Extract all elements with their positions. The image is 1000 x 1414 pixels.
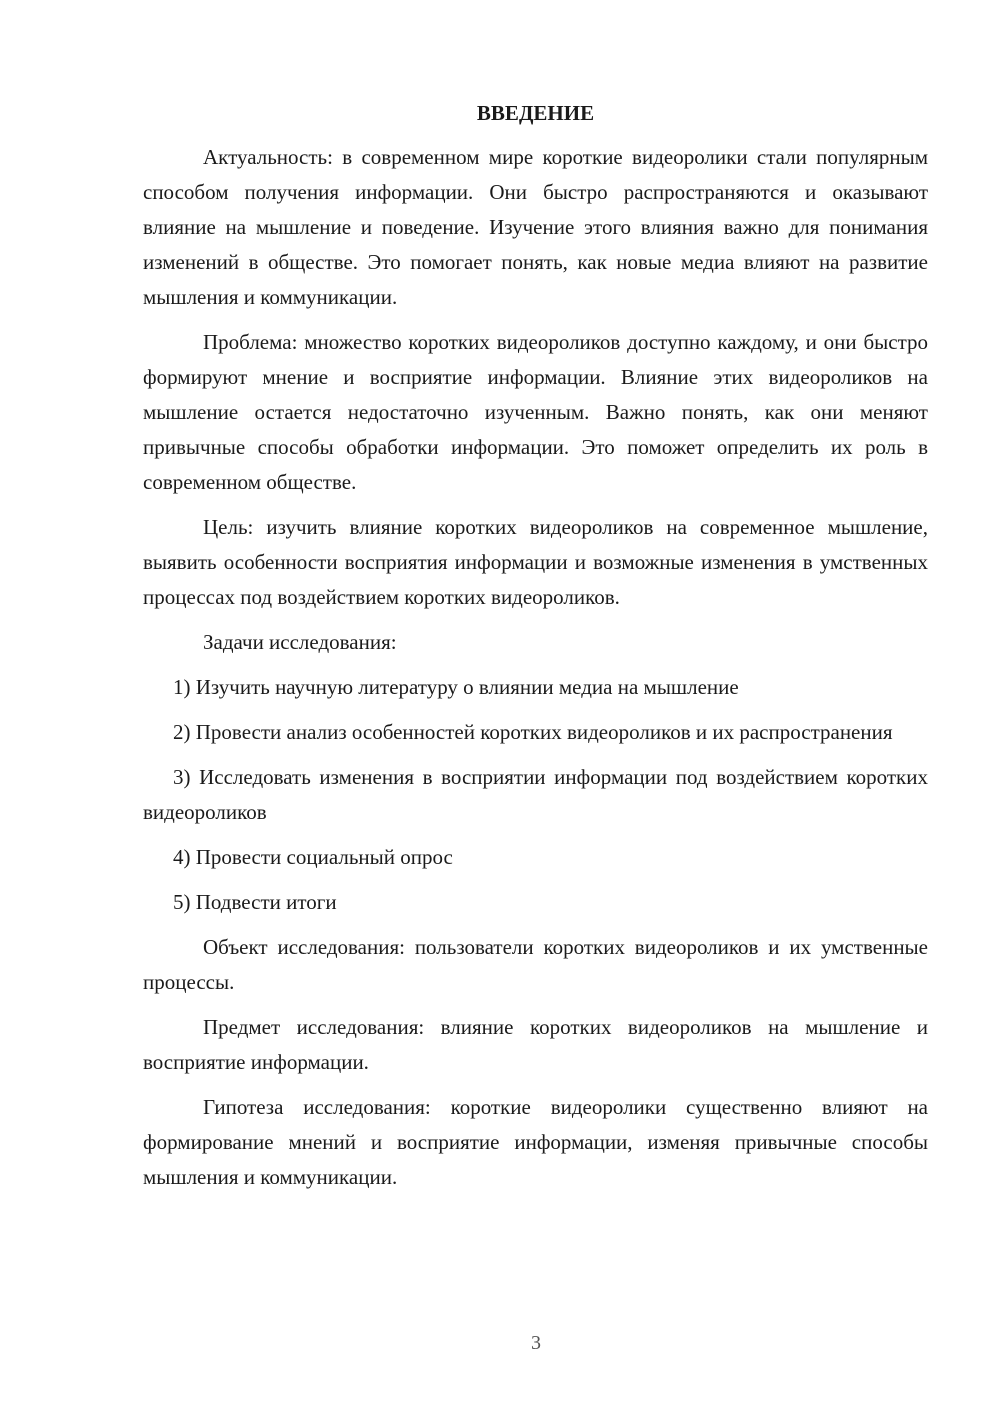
object-paragraph: Объект исследования: пользователи коротких видеороликов и их умственные процессы.	[143, 935, 928, 994]
subject-paragraph: Предмет исследования: влияние коротких видеороликов на мышление и восприятие информации.	[143, 1015, 928, 1074]
document-page	[143, 96, 928, 1205]
tasks-title: Задачи исследования:	[203, 630, 397, 654]
task-item: 1) Изучить научную литературу о влиянии медиа на мышление	[173, 675, 739, 699]
task-item: 2) Провести анализ особенностей коротких видеороликов и их распространения	[173, 720, 893, 744]
hypothesis-paragraph: Гипотеза исследования: короткие видеоролики существенно влияют на формирование мнений и восприятие информации, изменяя привычные способы мышления и коммуникации.	[143, 1095, 928, 1189]
task-item: 5) Подвести итоги	[173, 890, 337, 914]
task-item: 3) Исследовать изменения в восприятии информации под воздействием коротких видеороликов	[143, 765, 928, 824]
relevance-paragraph: Актуальность: в современном мире короткие видеоролики стали популярным способом получения информации. Они быстро распространяются и оказывают влияние на мышление и поведение. Изучение этого влияния важно для понимания изменений в обществе. Это помогает понять, как новые медиа влияют на развитие мышления и коммуникации.	[143, 145, 928, 309]
task-item: 4) Провести социальный опрос	[173, 845, 453, 869]
page-title: ВВЕДЕНИЕ	[476, 101, 595, 125]
problem-paragraph: Проблема: множество коротких видеороликов доступно каждому, и они быстро формируют мнение и восприятие информации. Влияние этих видеороликов на мышление остается недостаточно изученным. Важно понять, как они меняют привычные способы обработки информации. Это поможет определить их роль в современном обществе.	[143, 330, 928, 494]
goal-paragraph: Цель: изучить влияние коротких видеороликов на современное мышление, выявить особенности восприятия информации и возможные изменения в умственных процессах под воздействием коротких видеороликов.	[143, 515, 928, 609]
page-number: 3	[531, 1332, 541, 1354]
